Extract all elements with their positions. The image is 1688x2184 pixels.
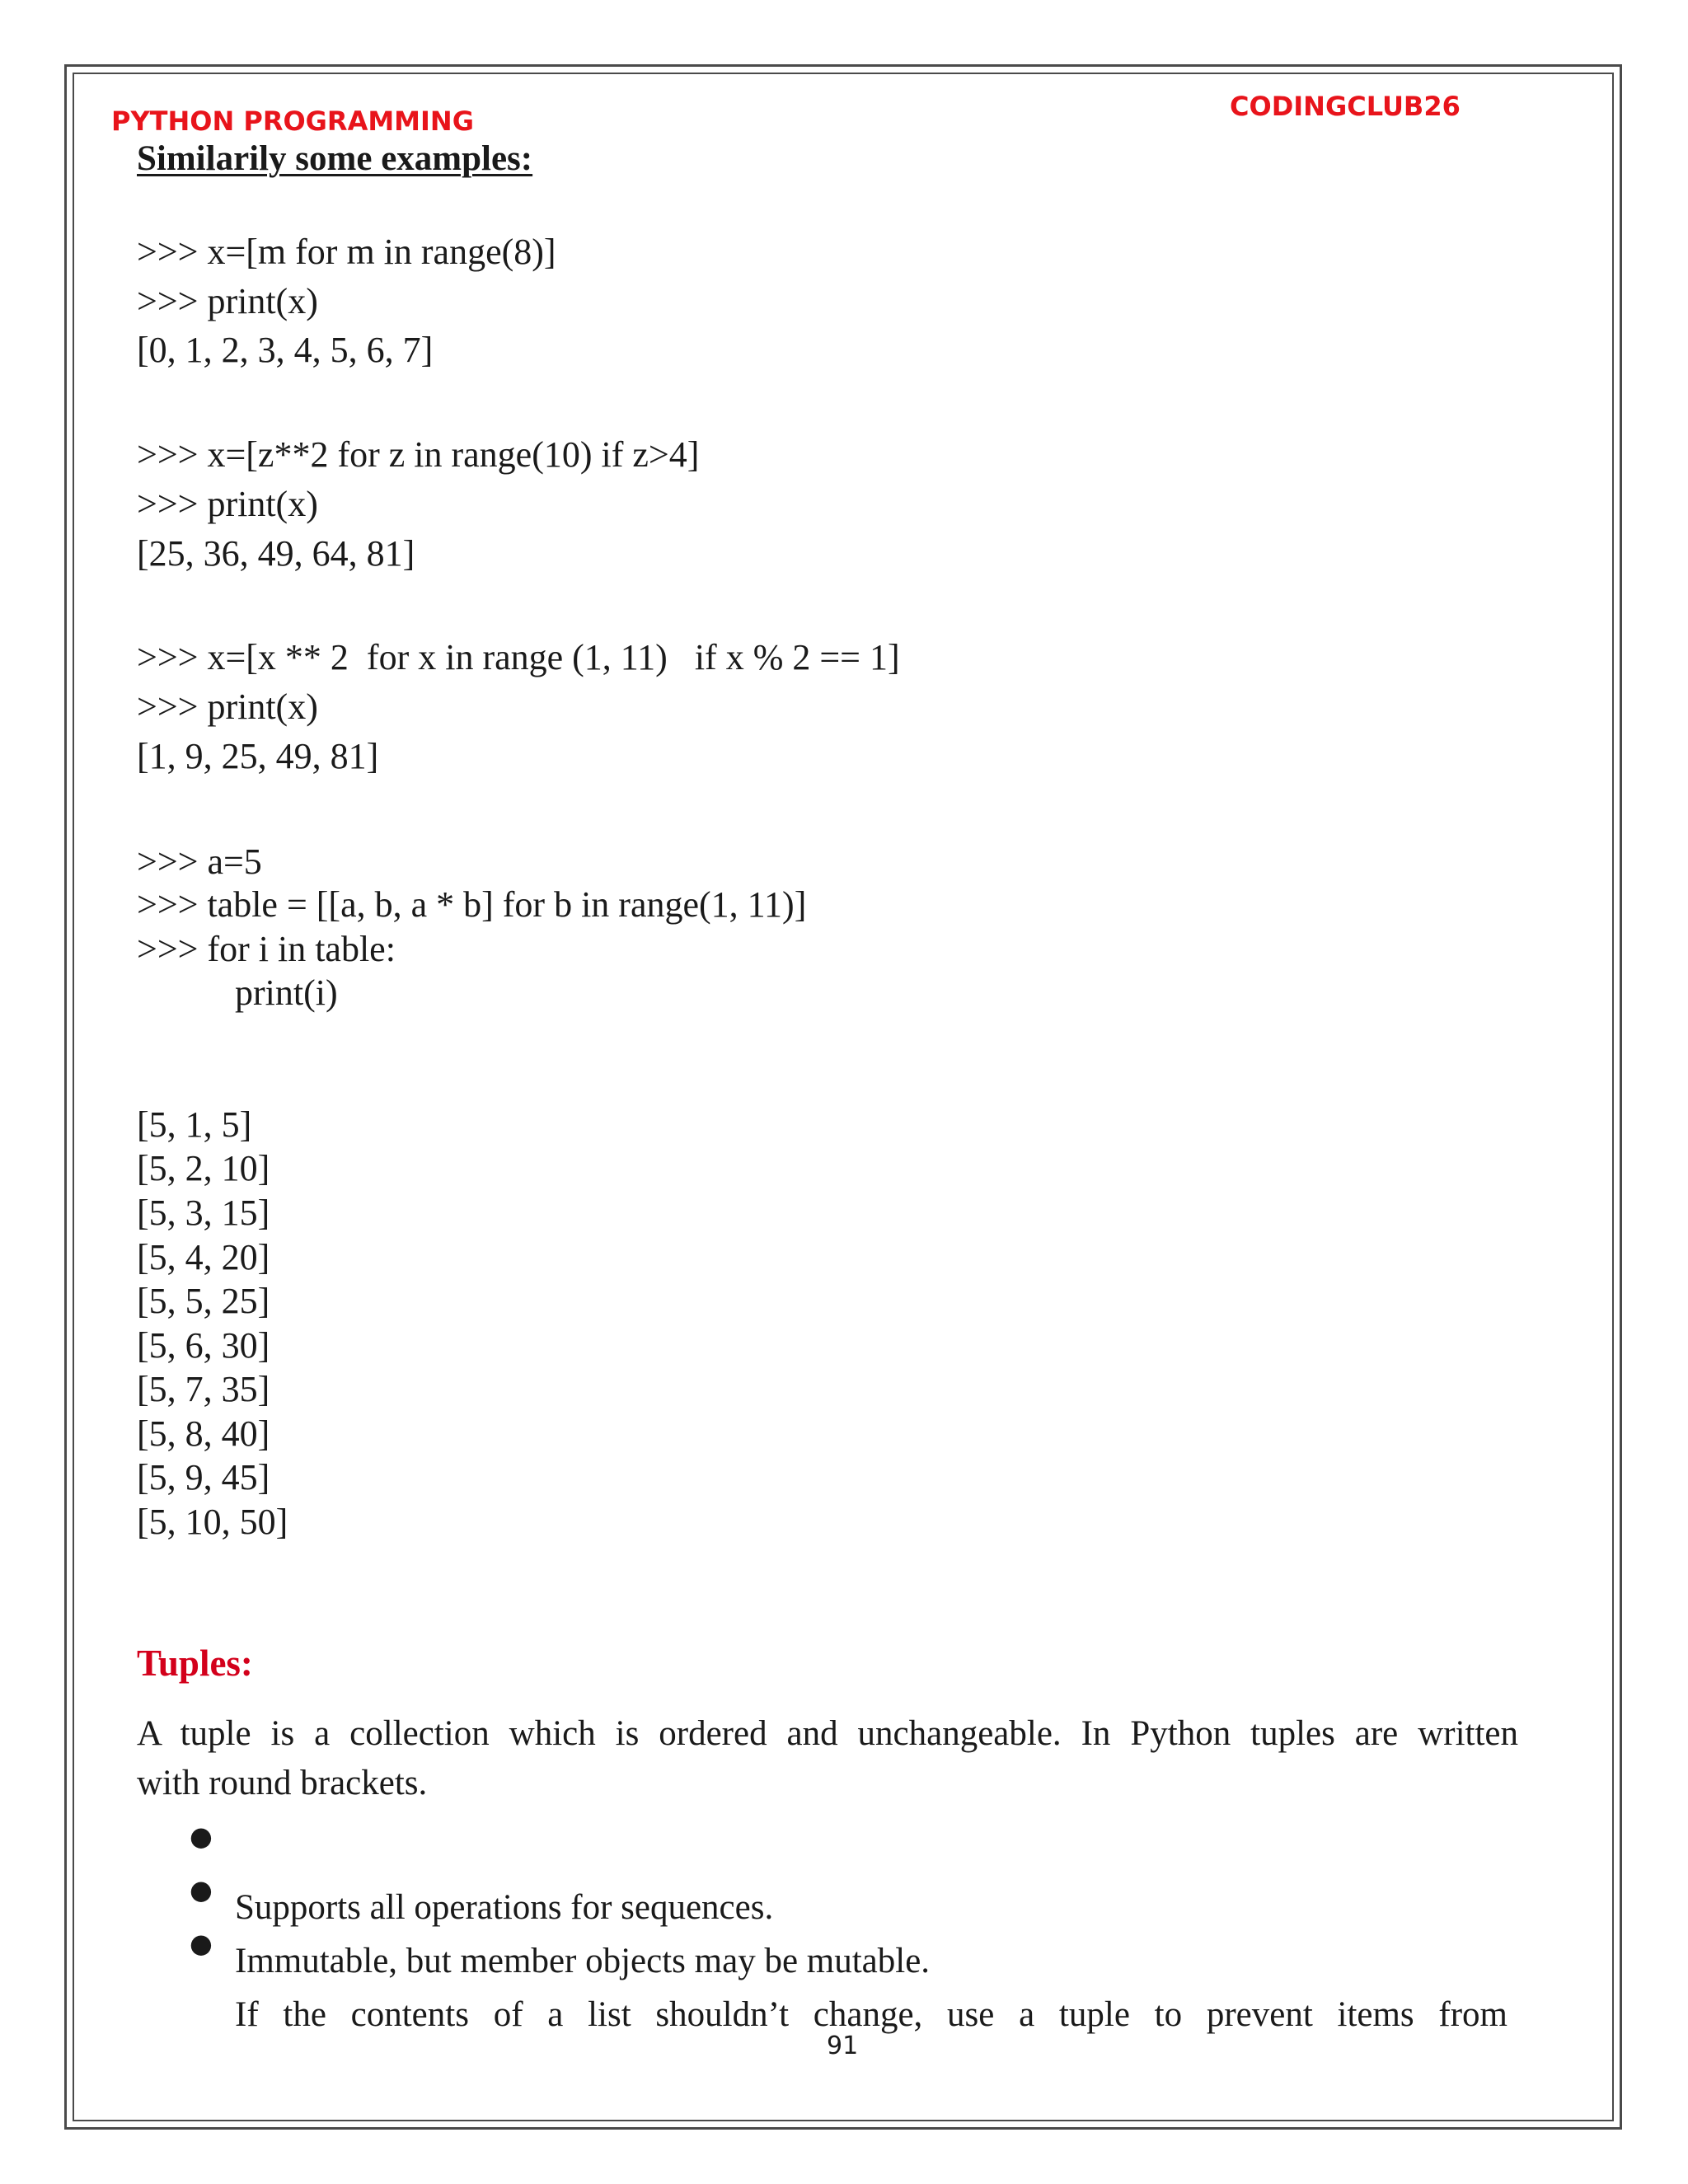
- output-line: [5, 7, 35]: [137, 1369, 270, 1409]
- output-line: [5, 3, 15]: [137, 1193, 270, 1233]
- tuples-paragraph-line: with round brackets.: [137, 1764, 428, 1802]
- output-line: [1, 9, 25, 49, 81]: [137, 736, 379, 776]
- tuples-paragraph-line: A tuple is a collection which is ordered and unchangeable. In Python tuples are written: [137, 1714, 1518, 1753]
- output-line: [5, 10, 50]: [137, 1502, 288, 1542]
- bullet-text: If the contents of a list shouldn’t change, use a tuple to prevent items from: [235, 1995, 1507, 2034]
- code-line: >>> print(x): [137, 484, 318, 524]
- output-line: [5, 8, 40]: [137, 1413, 270, 1454]
- code-line: >>> for i in table:: [137, 929, 396, 969]
- bullet-text: Supports all operations for sequences.: [235, 1888, 774, 1927]
- bullet-icon: ●: [190, 1874, 213, 1905]
- output-line: [5, 2, 10]: [137, 1148, 270, 1188]
- code-line: >>> x=[m for m in range(8)]: [137, 232, 556, 272]
- output-line: [5, 1, 5]: [137, 1104, 252, 1145]
- output-line: [5, 6, 30]: [137, 1325, 270, 1366]
- bullet-icon: ●: [190, 1821, 213, 1852]
- page-number: 91: [827, 2032, 859, 2060]
- output-line: [5, 9, 45]: [137, 1457, 270, 1497]
- output-line: [25, 36, 49, 64, 81]: [137, 533, 415, 574]
- section-heading: Similarily some examples:: [137, 139, 533, 178]
- code-line: >>> table = [[a, b, a * b] for b in range(1, 11)]: [137, 884, 807, 925]
- output-line: [5, 5, 25]: [137, 1281, 270, 1321]
- bullet-text: Immutable, but member objects may be mutable.: [235, 1942, 931, 1980]
- bullet-icon: ●: [190, 1928, 213, 1959]
- code-line: >>> x=[x ** 2 for x in range (1, 11) if x % 2 == 1]: [137, 637, 900, 677]
- code-line: >>> a=5: [137, 841, 262, 882]
- tuples-heading: Tuples:: [137, 1643, 253, 1684]
- code-line: print(i): [235, 972, 338, 1013]
- header-right-title: CODINGCLUB26: [1230, 91, 1461, 122]
- page-border-inner: [73, 73, 1614, 2121]
- output-line: [0, 1, 2, 3, 4, 5, 6, 7]: [137, 330, 434, 370]
- code-line: >>> print(x): [137, 687, 318, 727]
- code-line: >>> x=[z**2 for z in range(10) if z>4]: [137, 434, 700, 475]
- output-line: [5, 4, 20]: [137, 1237, 270, 1277]
- code-line: >>> print(x): [137, 281, 318, 321]
- header-left-title: PYTHON PROGRAMMING: [111, 105, 474, 137]
